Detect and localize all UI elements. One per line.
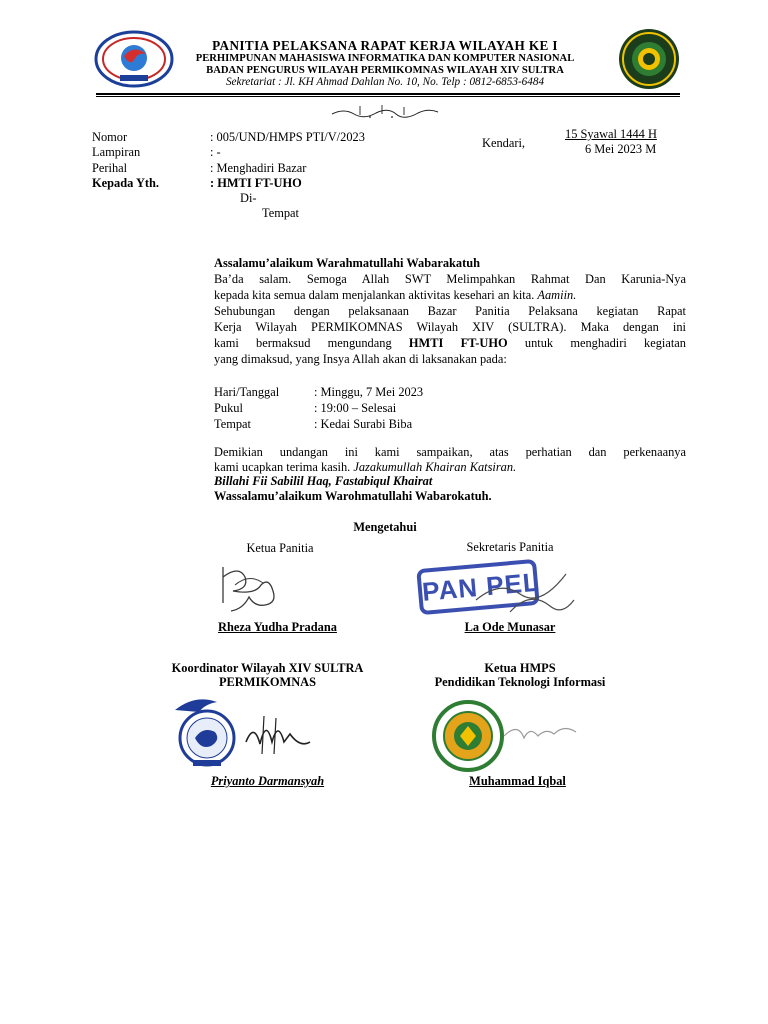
recipient-tempat: Tempat: [262, 206, 299, 220]
sekretaris-panitia-name: La Ode Munasar: [464, 620, 556, 634]
date-masehi: 6 Mei 2023 M: [585, 142, 657, 156]
kepada-label: Kepada Yth.: [92, 176, 160, 190]
stamp-text: PAN PEL: [420, 566, 541, 607]
date-hijri: 15 Syawal 1444 H: [565, 127, 657, 141]
paragraph-2-line-1: Sehubungan dengan pelaksanaan Bazar Panitia Pelaksana kegiatan Rapat: [214, 304, 686, 318]
aamiin-text: Aamiin.: [537, 288, 577, 302]
lampiran-value: : -: [210, 145, 221, 159]
tempat-label: Tempat: [214, 417, 251, 431]
jazakumullah-text: Jazakumullah Khairan Katsiran.: [353, 460, 517, 474]
invite-text: kami bermaksud mengundang: [214, 336, 409, 350]
hmps-title-line-2: Pendidikan Teknologi Informasi: [434, 675, 606, 689]
greeting: Assalamu’alaikum Warahmatullahi Wabarakatuh: [214, 256, 481, 270]
paragraph-1-text: kepada kita semua dalam menjalankan aktivitas kesehari an kita.: [214, 288, 538, 302]
ketua-signature-icon: [215, 555, 285, 623]
hmps-logo-icon: [618, 28, 680, 90]
bismillah-calligraphy-icon: [330, 102, 440, 120]
letter-place: Kendari,: [482, 136, 526, 150]
closing-salutation: Wassalamu’alaikum Warohmatullahi Wabarokatuh.: [214, 489, 492, 503]
nomor-label: Nomor: [92, 130, 128, 144]
invite-text-end: untuk menghadiri kegiatan: [507, 336, 686, 350]
sekretaris-signature-icon: [470, 560, 580, 620]
motto: Billahi Fii Sabilil Haq, Fastabiqul Khairat: [214, 474, 433, 488]
letterhead-rule-thin: [96, 96, 680, 97]
recipient-di: Di-: [240, 191, 257, 205]
hmps-title-line-1: Ketua HMPS: [484, 661, 556, 675]
ketua-panitia-title: Ketua Panitia: [246, 541, 314, 555]
invitee-name: HMTI FT-UHO: [408, 336, 508, 350]
hari-label: Hari/Tanggal: [214, 385, 280, 399]
koordinator-title-line-1: Koordinator Wilayah XIV SULTRA: [171, 661, 364, 675]
paragraph-2-line-3: [214, 336, 686, 351]
tempat-value: : Kedai Surabi Biba: [314, 417, 413, 431]
letterhead-address: Sekretariat : Jl. KH Ahmad Dahlan No. 10, No. Telp : 0812-6853-6484: [225, 76, 545, 88]
lampiran-label: Lampiran: [92, 145, 141, 159]
perihal-value: : Menghadiri Bazar: [210, 161, 307, 175]
letterhead-board: BADAN PENGURUS WILAYAH PERMIKOMNAS WILAYAH XIV SULTRA: [206, 65, 564, 76]
letterhead-organization: PERHIMPUNAN MAHASISWA INFORMATIKA DAN KOMPUTER NASIONAL: [195, 53, 575, 64]
hmps-signature-icon: [500, 712, 585, 752]
university-seal-icon: [432, 700, 504, 772]
thanks-text: kami ucapkan terima kasih.: [214, 460, 354, 474]
hari-value: : Minggu, 7 Mei 2023: [314, 385, 424, 399]
hmps-chair-name: Muhammad Iqbal: [469, 774, 566, 788]
ketua-panitia-name: Rheza Yudha Pradana: [218, 620, 337, 634]
koordinator-name: Priyanto Darmansyah: [210, 774, 325, 788]
pukul-value: : 19:00 – Selesai: [314, 401, 397, 415]
koordinator-title-line-2: PERMIKOMNAS: [218, 675, 317, 689]
koordinator-wilayah-logo-icon: [165, 692, 245, 770]
paragraph-3-line-2: [214, 460, 686, 475]
sekretaris-panitia-title: Sekretaris Panitia: [466, 540, 554, 554]
paragraph-1-line-1: Ba’da salam. Semoga Allah SWT Melimpahkan Rahmat Dan Karunia-Nya: [214, 272, 686, 286]
paragraph-3-line-1: Demikian undangan ini kami sampaikan, atas perhatian dan perkenaanya: [214, 445, 686, 459]
pukul-label: Pukul: [214, 401, 243, 415]
kepada-value: : HMTI FT-UHO: [210, 176, 302, 190]
perihal-label: Perihal: [92, 161, 128, 175]
paragraph-1-line-2: [214, 288, 686, 303]
koordinator-signature-icon: [240, 712, 315, 757]
nomor-value: : 005/UND/HMPS PTI/V/2023: [210, 130, 365, 144]
letterhead-title: PANITIA PELAKSANA RAPAT KERJA WILAYAH KE I: [212, 38, 558, 53]
mengetahui-label: Mengetahui: [353, 520, 417, 534]
letterhead-rule: [96, 93, 680, 95]
paragraph-2-line-4: yang dimaksud, yang Insya Allah akan di laksanakan pada:: [214, 352, 507, 366]
paragraph-2-line-2: Kerja Wilayah PERMIKOMNAS Wilayah XIV (SULTRA). Maka dengan ini: [214, 320, 686, 334]
